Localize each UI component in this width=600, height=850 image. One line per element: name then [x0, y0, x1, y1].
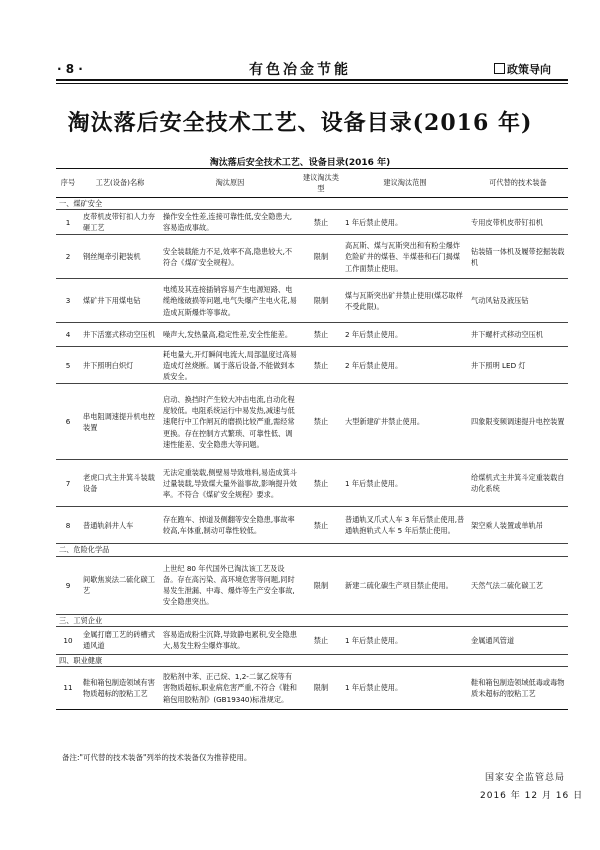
category-label: 四、职业健康 [56, 654, 568, 666]
table-row [56, 666, 568, 709]
row-scope: 高瓦斯、煤与瓦斯突出和有粉尘爆炸危险矿井的煤巷、半煤巷和石门揭煤工作面禁止使用。 [342, 235, 468, 279]
page-header [0, 0, 600, 90]
table-row [56, 323, 568, 347]
row-scope: 2 年后禁止使用。 [342, 323, 468, 347]
row-number: 11 [56, 666, 80, 709]
section-label-text: 政策导向 [507, 63, 551, 76]
row-replacement: 金属通风管道 [468, 626, 568, 654]
row-type: 限制 [300, 556, 342, 614]
row-type: 禁止 [300, 626, 342, 654]
row-reason: 上世纪 80 年代国外已淘汰该工艺及设备。存在高污染、高环境危害等问题,同时易发生泄漏、中毒、爆炸等生产安全事故,安全隐患突出。 [160, 556, 300, 614]
table-row [56, 279, 568, 323]
table-header-row [56, 169, 568, 198]
row-replacement: 四象限变频调速提升电控装置 [468, 384, 568, 460]
col-header-reason: 淘汰原因 [160, 169, 300, 198]
row-name: 煤矿井下用煤电钻 [80, 279, 160, 323]
row-name: 井下照明白炽灯 [80, 347, 160, 384]
row-type: 禁止 [300, 347, 342, 384]
row-number: 2 [56, 235, 80, 279]
row-reason: 存在跑车、掉道及侧翻等安全隐患,事故率较高,车体重,制动可靠性较低。 [160, 507, 300, 544]
row-replacement: 给煤机式主井箕斗定重装载自动化系统 [468, 460, 568, 507]
row-number: 4 [56, 323, 80, 347]
table-row [56, 507, 568, 544]
row-reason: 安全装载能力不足,效率不高,隐患较大,不符合《煤矿安全规程》。 [160, 235, 300, 279]
row-type: 限制 [300, 666, 342, 709]
category-row [56, 198, 568, 210]
row-reason: 噪声大,发热量高,稳定性差,安全性能差。 [160, 323, 300, 347]
row-reason: 操作安全性差,连接可靠性低,安全隐患大,容易造成事故。 [160, 210, 300, 235]
page-number: · 8 · [57, 62, 83, 76]
row-replacement: 钻装锚一体机及履带挖掘装载机 [468, 235, 568, 279]
row-replacement: 井下照明 LED 灯 [468, 347, 568, 384]
row-number: 3 [56, 279, 80, 323]
row-type: 禁止 [300, 323, 342, 347]
row-type: 禁止 [300, 460, 342, 507]
row-type: 限制 [300, 235, 342, 279]
page-title: 淘汰落后安全技术工艺、设备目录(2016 年) [67, 110, 533, 136]
row-reason: 胶粘剂中苯、正己烷、1,2-二氯乙烷等有害物质超标,职业病危害严重,不符合《鞋和箱包用胶粘剂》(GB19340)标准规定。 [160, 666, 300, 709]
row-replacement: 气动风钻及液压钻 [468, 279, 568, 323]
table-row [56, 347, 568, 384]
category-row [56, 614, 568, 626]
footnote: 备注:"可代替的技术装备"列举的技术装备仅为推荐使用。 [62, 753, 252, 762]
row-type: 禁止 [300, 210, 342, 235]
issuing-organization: 国家安全监管总局 [485, 773, 566, 783]
col-header-type: 建议淘汰类型 [300, 169, 342, 198]
row-reason: 无法定重装载,侧壁易导致堆料,易造成箕斗过量装载,导致煤大量外溢事故,影响提升效率。不符合《煤矿安全规程》要求。 [160, 460, 300, 507]
row-replacement: 专用皮带机皮带钉扣机 [468, 210, 568, 235]
row-replacement: 井下螺杆式移动空压机 [468, 323, 568, 347]
row-number: 1 [56, 210, 80, 235]
row-scope: 1 年后禁止使用。 [342, 666, 468, 709]
col-header-name: 工艺(设备)名称 [80, 169, 160, 198]
row-name: 钢丝绳牵引耙装机 [80, 235, 160, 279]
row-name: 间歇焦炭法二硫化碳工艺 [80, 556, 160, 614]
col-header-no: 序号 [56, 169, 80, 198]
table-row [56, 384, 568, 460]
col-header-scope: 建议淘汰范围 [342, 169, 468, 198]
row-number: 10 [56, 626, 80, 654]
checkbox-icon [494, 63, 505, 74]
row-scope: 1 年后禁止使用。 [342, 210, 468, 235]
row-scope: 普通轨叉爪式人车 3 年后禁止使用,普通轨抱轨式人车 5 年后禁止使用。 [342, 507, 468, 544]
header-rule [56, 79, 568, 81]
row-number: 5 [56, 347, 80, 384]
journal-title: 有色冶金节能 [249, 62, 351, 78]
row-name: 串电阻调速提升机电控装置 [80, 384, 160, 460]
row-replacement: 鞋和箱包制造领域低毒或毒物质未超标的胶粘工艺 [468, 666, 568, 709]
row-name: 老虎口式主井箕斗装载设备 [80, 460, 160, 507]
row-scope: 1 年后禁止使用。 [342, 626, 468, 654]
row-replacement: 架空乘人装置或单轨吊 [468, 507, 568, 544]
row-type: 限制 [300, 279, 342, 323]
row-reason: 启动、换挡时产生较大冲击电流,自动化程度较低。电阻系统运行中易发热,减速与低速爬行中工作闸瓦的磨损比较严重,需经常更换。存在控制方式繁琐、可靠性低、调速性能差、安全隐患大等问题。 [160, 384, 300, 460]
row-scope: 2 年后禁止使用。 [342, 347, 468, 384]
row-reason: 耗电量大,开灯瞬间电流大,局部温度过高易造成灯丝烧断。属于落后设备,不能做到本质安全。 [160, 347, 300, 384]
row-number: 9 [56, 556, 80, 614]
row-scope: 新建二硫化碳生产项目禁止使用。 [342, 556, 468, 614]
row-type: 禁止 [300, 384, 342, 460]
row-number: 6 [56, 384, 80, 460]
row-scope: 大型新建矿井禁止使用。 [342, 384, 468, 460]
row-name: 鞋和箱包制造领域有害物质超标的胶粘工艺 [80, 666, 160, 709]
table-row [56, 626, 568, 654]
row-scope: 1 年后禁止使用。 [342, 460, 468, 507]
table-caption: 淘汰落后安全技术工艺、设备目录(2016 年) [209, 158, 391, 168]
row-number: 7 [56, 460, 80, 507]
col-header-replacement: 可代替的技术装备 [468, 169, 568, 198]
row-name: 井下活塞式移动空压机 [80, 323, 160, 347]
table-row [56, 556, 568, 614]
row-scope: 煤与瓦斯突出矿井禁止使用(煤芯取样不受此限)。 [342, 279, 468, 323]
catalog-table [56, 168, 568, 710]
issue-date: 2016 年 12 月 16 日 [480, 791, 584, 801]
row-name: 普通轨斜井人车 [80, 507, 160, 544]
category-row [56, 654, 568, 666]
section-label [494, 61, 551, 77]
header-rule-thin [56, 83, 568, 84]
row-reason: 容易造成粉尘沉降,导致静电累积,安全隐患大,易发生粉尘爆炸事故。 [160, 626, 300, 654]
table-row [56, 210, 568, 235]
row-type: 禁止 [300, 507, 342, 544]
row-number: 8 [56, 507, 80, 544]
category-row [56, 544, 568, 556]
table-row [56, 460, 568, 507]
table-row [56, 235, 568, 279]
category-label: 二、危险化学品 [56, 544, 568, 556]
category-label: 三、工贸企业 [56, 614, 568, 626]
row-replacement: 天然气法二硫化碳工艺 [468, 556, 568, 614]
row-reason: 电缆及其连接插销容易产生电源短路、电缆绝缘破损等问题,电气失爆产生电火花,易造成瓦斯爆炸等事故。 [160, 279, 300, 323]
category-label: 一、煤矿安全 [56, 198, 568, 210]
row-name: 金属打磨工艺的砖槽式通风道 [80, 626, 160, 654]
row-name: 皮带机皮带钉扣人力夯砸工艺 [80, 210, 160, 235]
